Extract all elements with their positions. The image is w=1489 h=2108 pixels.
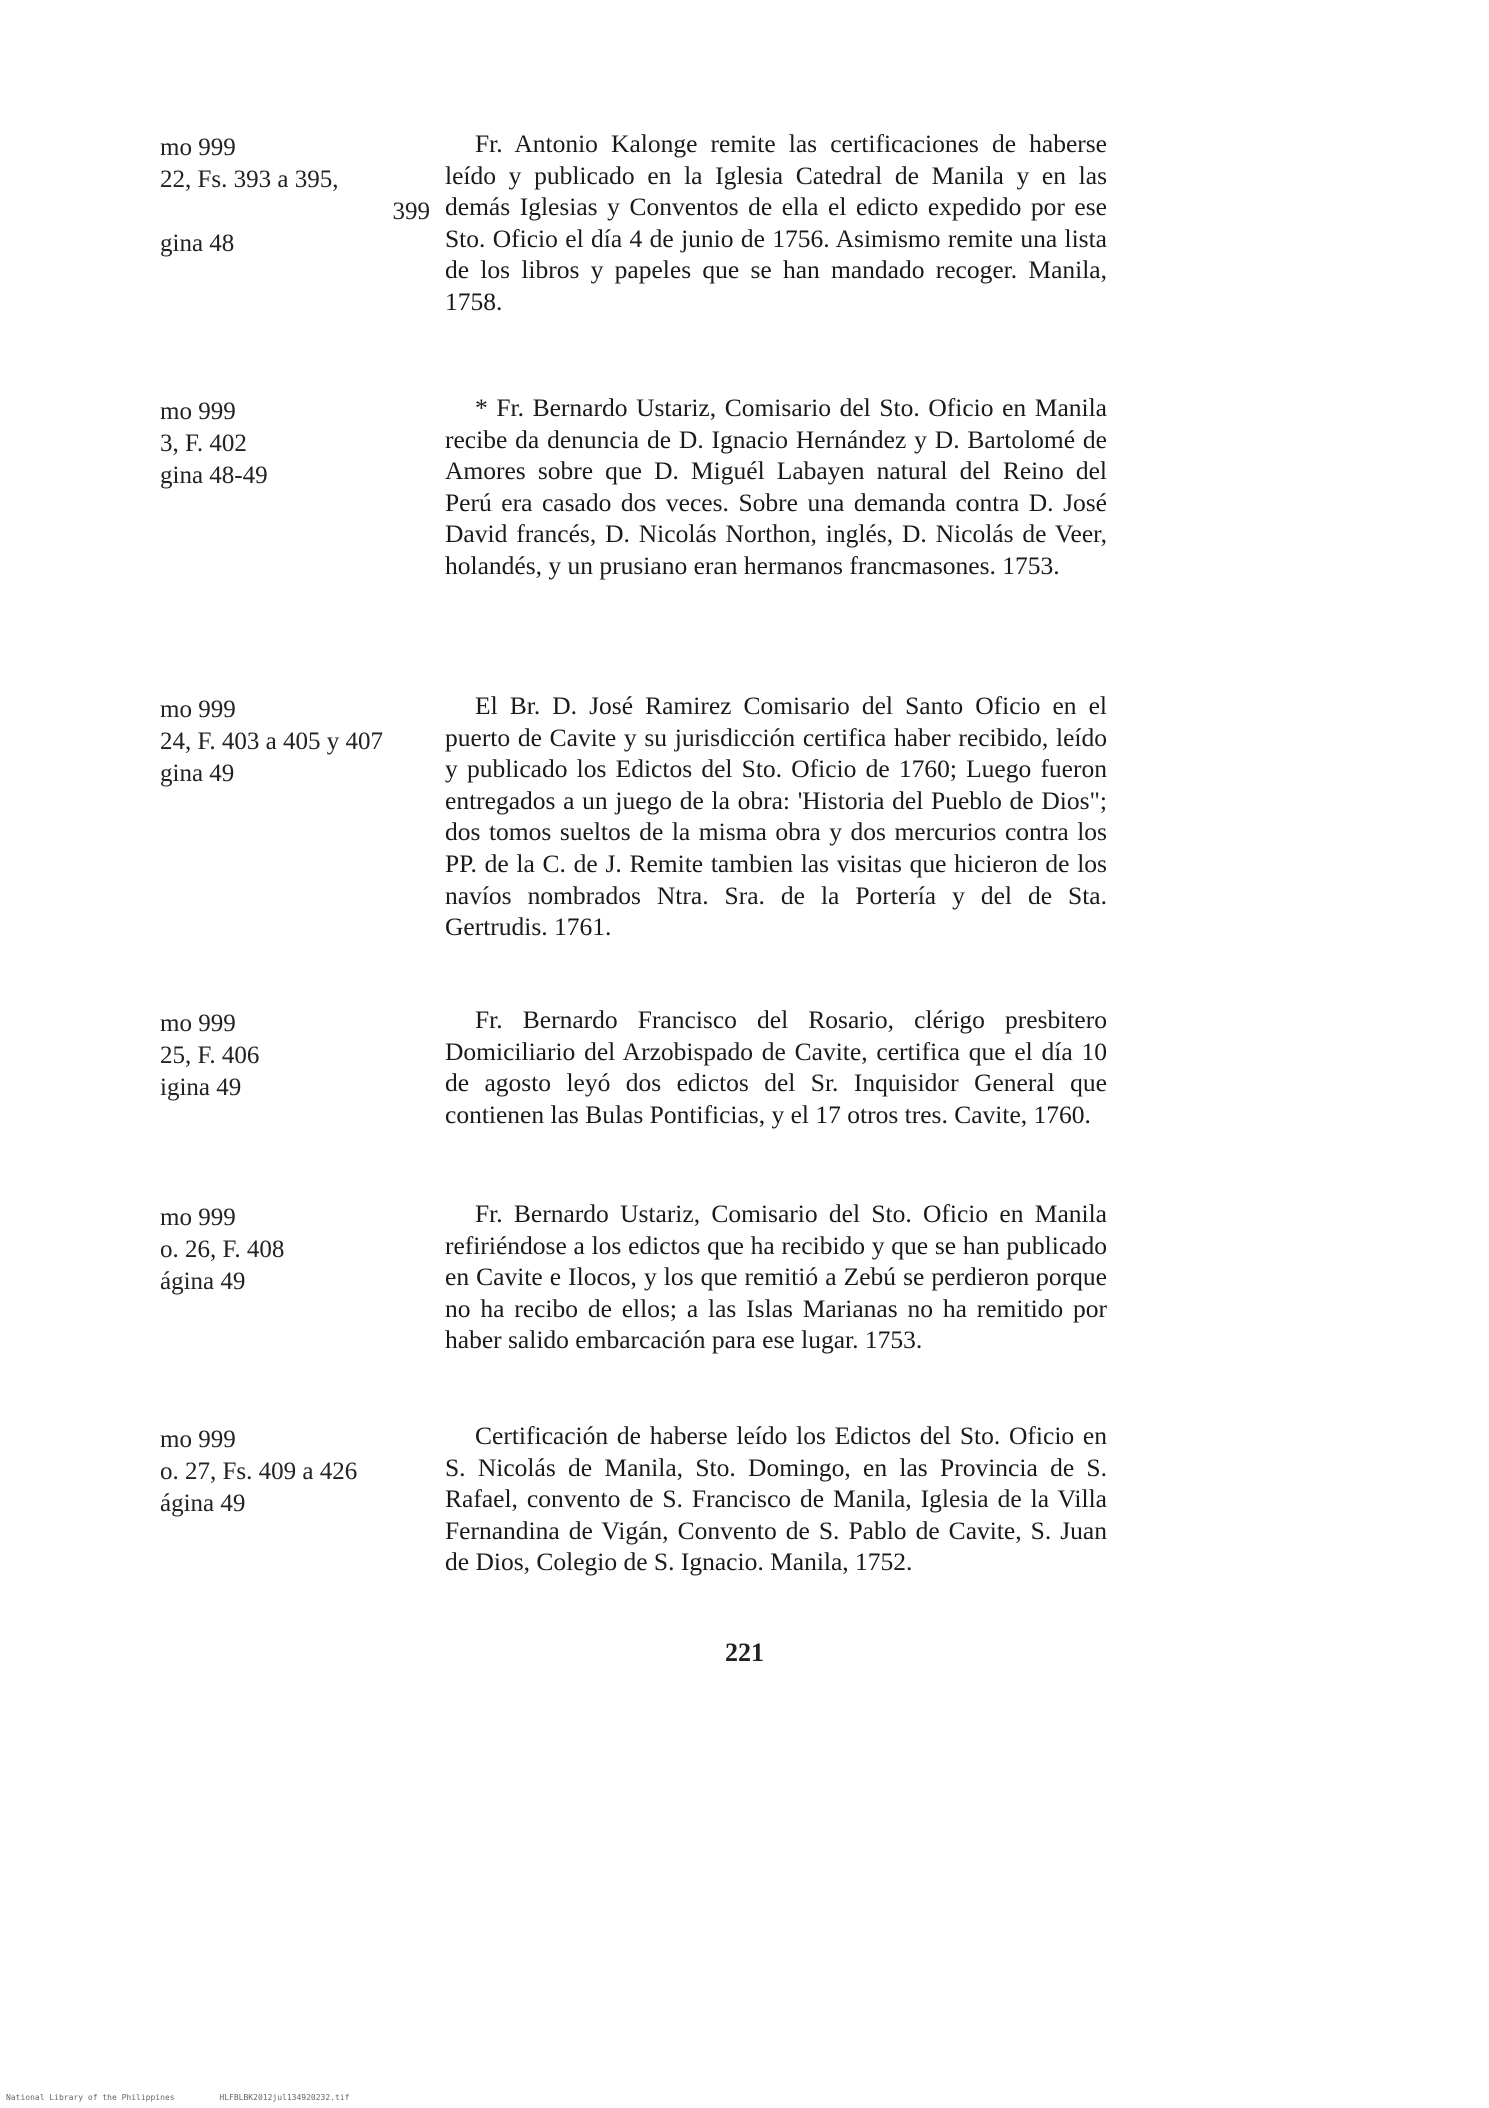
- ref-line: 22, Fs. 393 a 395,: [160, 166, 339, 193]
- entry-text: Fr. Bernardo Francisco del Rosario, clérigo presbitero Domiciliario del Arzobispado de Cavite, certifica que el día 10 de agosto leyó dos edictos del Sr. Inquisidor General que contienen las Bulas Pontificias, y el 17 otros tres. Cavite, 1760.: [445, 1005, 1107, 1129]
- ref-line: 24, F. 403 a 405 y 407: [160, 728, 383, 755]
- ref-line: mo 999: [160, 398, 236, 425]
- ref-line: ágina 49: [160, 1490, 246, 1517]
- archive-reference: [160, 132, 440, 260]
- ref-line: mo 999: [160, 134, 236, 161]
- archive-reference: [160, 1424, 440, 1520]
- archive-reference: [160, 1202, 440, 1298]
- ref-line: igina 49: [160, 1074, 242, 1101]
- entry-text: * Fr. Bernardo Ustariz, Comisario del Sto. Oficio en Manila recibe da denuncia de D. Ignacio Hernández y D. Bartolomé de Amores sobre que D. Miguél Labayen natural del Reino del Perú era casado dos veces. Sobre una demanda contra D. José David francés, D. Nicolás Northon, inglés, D. Nicolás de Veer, holandés, y un prusiano eran hermanos francmasones. 1753.: [445, 393, 1107, 580]
- ref-line: gina 48-49: [160, 462, 268, 489]
- ref-line: o. 27, Fs. 409 a 426: [160, 1458, 358, 1485]
- entry-text: Certificación de haberse leído los Edictos del Sto. Oficio en S. Nicolás de Manila, Sto. Domingo, en las Provincia de S. Rafael, convento de S. Francisco de Manila, Iglesia de la Villa Fernandina de Vigán, Convento de S. Pablo de Cavite, S. Juan de Dios, Colegio de S. Ignacio. Manila, 1752.: [445, 1421, 1107, 1577]
- page-number: 221: [725, 1638, 764, 1667]
- scan-footer: [6, 2093, 389, 2102]
- ref-line: mo 999: [160, 696, 236, 723]
- entry-text: Fr. Bernardo Ustariz, Comisario del Sto. Oficio en Manila refiriéndose a los edictos que ha recibido y que se han publicado en Cavite e Ilocos, y los que remitió a Zebú se perdieron porque no ha recibo de ellos; a las Islas Marianas no ha remitido por haber salido embarcación para ese lugar. 1753.: [445, 1199, 1107, 1355]
- ref-line: ágina 49: [160, 1268, 246, 1295]
- ref-line: gina 49: [160, 760, 235, 787]
- ref-line: 399: [392, 198, 430, 225]
- ref-line: mo 999: [160, 1010, 236, 1037]
- archive-reference: [160, 694, 440, 790]
- entry-text: Fr. Antonio Kalonge remite las certificaciones de haberse leído y publicado en la Iglesia Catedral de Manila y en las demás Iglesias y Conventos de ella el edicto expedido por ese Sto. Oficio el día 4 de junio de 1756. Asimismo remite una lista de los libros y papeles que se han mandado recoger. Manila, 1758.: [445, 129, 1107, 316]
- entry-text: El Br. D. José Ramirez Comisario del Santo Oficio en el puerto de Cavite y su jurisdicción certifica haber recibido, leído y publicado los Edictos del Sto. Oficio de 1760; Luego fueron entregados a un juego de la obra: 'Historia del Pueblo de Dios"; dos tomos sueltos de la misma obra y dos mercurios contra los PP. de la C. de J. Remite tambien las visitas que hicieron de los navíos nombrados Ntra. Sra. de la Portería y del de Sta. Gertrudis. 1761.: [445, 691, 1107, 942]
- ref-line: mo 999: [160, 1204, 236, 1231]
- ref-line: 3, F. 402: [160, 430, 247, 457]
- archive-reference: [160, 1008, 440, 1104]
- footer-file: HLFBLBK2012jul134920232.tif: [219, 2093, 350, 2102]
- footer-library: National Library of the Philippines: [6, 2093, 175, 2102]
- ref-line: o. 26, F. 408: [160, 1236, 285, 1263]
- ref-line: gina 48: [160, 230, 235, 257]
- ref-line: 25, F. 406: [160, 1042, 260, 1069]
- ref-line: mo 999: [160, 1426, 236, 1453]
- archive-reference: [160, 396, 440, 492]
